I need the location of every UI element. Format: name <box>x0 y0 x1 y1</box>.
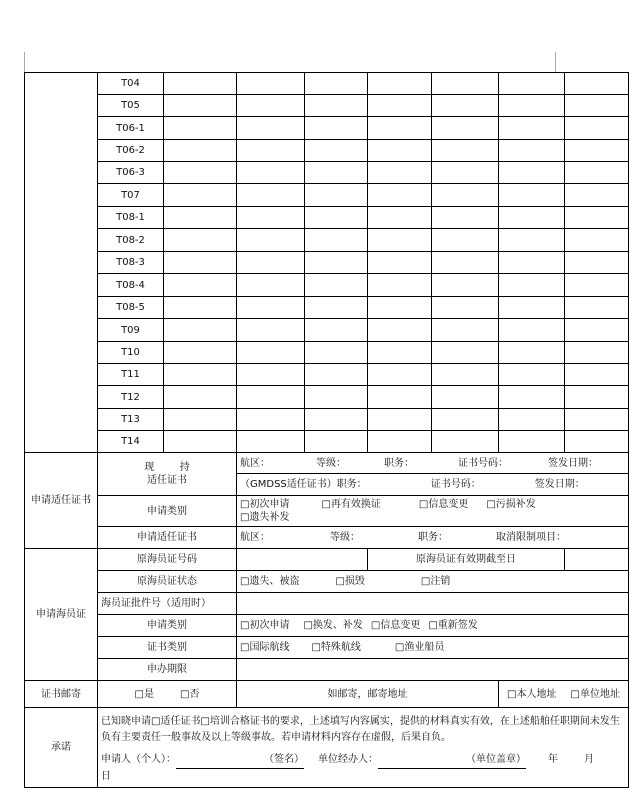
checkbox-mail-yes[interactable]: □是 <box>134 688 154 700</box>
approval-no-label: 海员证批件号（适用时） <box>98 593 237 615</box>
orig-seaman-no-label: 原海员证号码 <box>98 549 237 571</box>
training-code: T06-2 <box>98 140 164 162</box>
apply-cert-category-label: 申请类别 <box>98 496 237 527</box>
training-cell[interactable] <box>432 162 499 184</box>
training-cell[interactable] <box>499 431 565 453</box>
training-cell[interactable] <box>368 184 432 207</box>
training-cell[interactable] <box>499 162 565 184</box>
applied-remove-restriction-label: 取消限制项目： <box>496 532 566 543</box>
training-row <box>25 229 629 252</box>
training-cell[interactable] <box>237 342 305 364</box>
seaman-status-row <box>25 571 629 593</box>
held-cert-label-line1: 现 持 <box>144 462 190 473</box>
training-cell[interactable] <box>565 95 629 117</box>
handler-sign-hint: （单位盖章） <box>466 752 526 769</box>
applied-grade-label: 等级： <box>330 532 360 543</box>
training-cell[interactable] <box>368 297 432 319</box>
held-cert-label-line2: 适任证书 <box>147 475 187 486</box>
held-grade-label: 等级： <box>316 457 346 469</box>
training-cell[interactable] <box>432 319 499 342</box>
training-cell[interactable] <box>368 409 432 431</box>
held-cert-fields-2[interactable] <box>237 474 629 496</box>
training-cell[interactable] <box>164 95 237 117</box>
training-code: T04 <box>98 73 164 95</box>
training-cell[interactable] <box>164 252 237 274</box>
training-row <box>25 342 629 364</box>
training-cell[interactable] <box>305 274 368 297</box>
promise-label: 承诺 <box>25 708 98 788</box>
applied-cert-label: 申请适任证书 <box>98 527 237 549</box>
date-year: 年 <box>548 754 558 765</box>
checkbox-seaman-renew[interactable]: □换发、补发 <box>303 620 363 631</box>
training-cell[interactable] <box>237 184 305 207</box>
training-cell[interactable] <box>499 274 565 297</box>
training-code: T08-3 <box>98 252 164 274</box>
training-cell[interactable] <box>432 274 499 297</box>
training-cell[interactable] <box>565 184 629 207</box>
training-cell[interactable] <box>237 140 305 162</box>
training-cell[interactable] <box>305 229 368 252</box>
training-row <box>25 409 629 431</box>
training-row <box>25 319 629 342</box>
seaman-period-label: 申办期限 <box>98 659 237 681</box>
training-cell[interactable] <box>164 229 237 252</box>
training-cell[interactable] <box>237 297 305 319</box>
training-cell[interactable] <box>368 386 432 409</box>
training-cell[interactable] <box>368 140 432 162</box>
training-cell[interactable] <box>237 73 305 95</box>
training-cell[interactable] <box>305 252 368 274</box>
training-cell[interactable] <box>565 162 629 184</box>
promise-content <box>98 708 629 788</box>
training-code: T06-1 <box>98 117 164 140</box>
training-cell[interactable] <box>164 274 237 297</box>
training-cell[interactable] <box>432 431 499 453</box>
held-area-label: 航区： <box>240 457 270 469</box>
training-cell[interactable] <box>499 207 565 229</box>
training-code: T08-4 <box>98 274 164 297</box>
training-cell[interactable] <box>237 117 305 140</box>
orig-seaman-valid-label: 原海员证有效期截至日 <box>368 549 565 571</box>
training-cell[interactable] <box>368 274 432 297</box>
training-cell[interactable] <box>432 342 499 364</box>
training-cell[interactable] <box>368 117 432 140</box>
apply-cert-category-options <box>237 496 629 527</box>
orig-seaman-valid-value[interactable] <box>565 549 629 571</box>
apply-cert-section-label: 申请适任证书 <box>25 453 98 549</box>
training-cell[interactable] <box>368 319 432 342</box>
held-certno-label: 证书号码： <box>458 457 508 469</box>
orig-seaman-status-label: 原海员证状态 <box>98 571 237 593</box>
training-row <box>25 184 629 207</box>
training-cell[interactable] <box>499 95 565 117</box>
checkbox-damaged-reissue[interactable]: □污损补发 <box>486 499 536 510</box>
seaman-period-row <box>25 659 629 681</box>
training-cell[interactable] <box>499 297 565 319</box>
training-cell[interactable] <box>565 73 629 95</box>
training-code: T14 <box>98 431 164 453</box>
gmdss-certno-label: 证书号码： <box>430 479 481 490</box>
promise-signature-line <box>101 752 625 769</box>
training-row <box>25 364 629 386</box>
date-day: 日 <box>101 771 111 782</box>
training-cell[interactable] <box>305 297 368 319</box>
training-cell[interactable] <box>565 319 629 342</box>
seaman-approval-row <box>25 593 629 615</box>
training-code: T12 <box>98 386 164 409</box>
training-cell[interactable] <box>368 95 432 117</box>
training-code: T08-2 <box>98 229 164 252</box>
training-row <box>25 297 629 319</box>
training-cell[interactable] <box>432 297 499 319</box>
checkbox-mail-no[interactable]: □否 <box>180 688 200 700</box>
training-cell[interactable] <box>368 342 432 364</box>
training-row <box>25 162 629 184</box>
held-cert-fields-1[interactable] <box>237 453 629 474</box>
training-cell[interactable] <box>164 297 237 319</box>
training-cell[interactable] <box>432 252 499 274</box>
training-cell[interactable] <box>368 162 432 184</box>
training-cell[interactable] <box>499 140 565 162</box>
training-code: T07 <box>98 184 164 207</box>
training-cell[interactable] <box>565 386 629 409</box>
training-cell[interactable] <box>499 409 565 431</box>
training-cell[interactable] <box>432 364 499 386</box>
applied-area-label: 航区： <box>240 532 270 543</box>
training-code: T08-5 <box>98 297 164 319</box>
training-row <box>25 431 629 453</box>
checkbox-seaman-reissue[interactable]: □重新签发 <box>428 620 478 631</box>
handler-sign-field[interactable] <box>378 752 466 769</box>
training-cell[interactable] <box>499 184 565 207</box>
handler-label: 单位经办人： <box>318 754 378 765</box>
training-cell[interactable] <box>164 364 237 386</box>
checkbox-fishing-crew[interactable]: □渔业船员 <box>394 642 445 653</box>
seaman-category-options <box>237 615 629 637</box>
training-cell[interactable] <box>164 140 237 162</box>
training-cell[interactable] <box>565 229 629 252</box>
seaman-cert-type-label: 证书类别 <box>98 637 237 659</box>
training-cell[interactable] <box>499 364 565 386</box>
training-row <box>25 140 629 162</box>
training-cell[interactable] <box>565 207 629 229</box>
training-code: T11 <box>98 364 164 386</box>
seaman-type-row <box>25 637 629 659</box>
approval-no-value[interactable] <box>237 593 629 615</box>
checkbox-seaman-initial[interactable]: □初次申请 <box>240 620 290 631</box>
training-cell[interactable] <box>565 431 629 453</box>
training-cell[interactable] <box>305 409 368 431</box>
training-cell[interactable] <box>368 229 432 252</box>
training-cell[interactable] <box>237 207 305 229</box>
training-cell[interactable] <box>305 140 368 162</box>
application-form-table <box>24 72 629 788</box>
training-cell[interactable] <box>237 431 305 453</box>
training-code: T13 <box>98 409 164 431</box>
training-cell[interactable] <box>432 73 499 95</box>
training-cell[interactable] <box>305 431 368 453</box>
training-cell[interactable] <box>305 319 368 342</box>
seaman-category-row <box>25 615 629 637</box>
training-cell[interactable] <box>432 117 499 140</box>
training-cell[interactable] <box>164 386 237 409</box>
training-row <box>25 274 629 297</box>
date-month: 月 <box>584 754 594 765</box>
mailing-address-options <box>499 681 629 708</box>
training-cell[interactable] <box>565 297 629 319</box>
training-cell[interactable] <box>305 95 368 117</box>
training-row <box>25 95 629 117</box>
seaman-orig-row <box>25 549 629 571</box>
mailing-address-label: 如邮寄，邮寄地址 <box>237 681 499 708</box>
training-cell[interactable] <box>237 274 305 297</box>
training-row <box>25 252 629 274</box>
training-code: T10 <box>98 342 164 364</box>
promise-row <box>25 708 629 788</box>
checkbox-lost-reissue[interactable]: □遗失补发 <box>240 512 290 523</box>
training-cell[interactable] <box>368 207 432 229</box>
applicant-label: 申请人（个人）： <box>101 754 176 765</box>
training-cell[interactable] <box>237 252 305 274</box>
checkbox-unit-address[interactable]: □单位地址 <box>570 688 620 700</box>
gmdss-issue-date-label: 签发日期： <box>534 479 585 490</box>
training-cell[interactable] <box>164 207 237 229</box>
training-cell[interactable] <box>237 319 305 342</box>
training-cell[interactable] <box>565 117 629 140</box>
checkbox-lost-stolen[interactable]: □遗失、被盗 <box>240 576 300 587</box>
seaman-cert-type-options <box>237 637 629 659</box>
training-cell[interactable] <box>499 319 565 342</box>
training-cell[interactable] <box>432 184 499 207</box>
training-code: T06-3 <box>98 162 164 184</box>
orig-seaman-status-options <box>237 571 629 593</box>
training-cell[interactable] <box>565 274 629 297</box>
held-issue-date-label: 签发日期： <box>548 457 598 469</box>
apply-cert-category-row <box>25 496 629 527</box>
orig-seaman-no-value[interactable] <box>237 549 368 571</box>
training-cell[interactable] <box>305 342 368 364</box>
training-cell[interactable] <box>432 229 499 252</box>
training-cell[interactable] <box>368 73 432 95</box>
training-cell[interactable] <box>305 364 368 386</box>
training-cell[interactable] <box>164 409 237 431</box>
seaman-category-label: 申请类别 <box>98 615 237 637</box>
training-cell[interactable] <box>164 162 237 184</box>
training-cell[interactable] <box>164 342 237 364</box>
training-cell[interactable] <box>237 162 305 184</box>
checkbox-initial-apply[interactable]: □初次申请 <box>240 499 290 510</box>
training-code: T05 <box>98 95 164 117</box>
mailing-label: 证书邮寄 <box>25 681 98 708</box>
training-cell[interactable] <box>499 117 565 140</box>
held-cert-label <box>98 453 237 496</box>
training-cell[interactable] <box>305 184 368 207</box>
applicant-sign-field[interactable] <box>176 752 264 769</box>
training-cell[interactable] <box>368 431 432 453</box>
training-cell[interactable] <box>432 409 499 431</box>
training-cell[interactable] <box>237 364 305 386</box>
held-duty-label: 职务： <box>384 457 414 469</box>
training-section-blank <box>25 73 98 453</box>
training-cell[interactable] <box>164 319 237 342</box>
training-cell[interactable] <box>499 229 565 252</box>
checkbox-damaged[interactable]: □损毁 <box>335 576 365 587</box>
checkbox-personal-address[interactable]: □本人地址 <box>507 688 557 700</box>
promise-text: 已知晓申请□适任证书□培训合格证书的要求，上述填写内容属实，提供的材料真实有效，在上述船舶任职期间未发生负有主要责任一般事故及以上等级事故。若申请材料内容存在虚假，后果自负。 <box>101 716 620 743</box>
applied-duty-label: 职务： <box>418 532 448 543</box>
training-cell[interactable] <box>237 409 305 431</box>
training-cell[interactable] <box>164 73 237 95</box>
checkbox-special-route[interactable]: □特殊航线 <box>311 642 361 653</box>
training-cell[interactable] <box>237 386 305 409</box>
training-cell[interactable] <box>565 252 629 274</box>
applied-cert-row <box>25 527 629 549</box>
checkbox-cancelled[interactable]: □注销 <box>420 576 451 587</box>
applicant-sign-hint: （签名） <box>264 752 304 769</box>
training-cell[interactable] <box>305 207 368 229</box>
training-code: T09 <box>98 319 164 342</box>
mailing-row <box>25 681 629 708</box>
training-row <box>25 117 629 140</box>
training-cell[interactable] <box>499 386 565 409</box>
training-cell[interactable] <box>164 117 237 140</box>
training-cell[interactable] <box>305 117 368 140</box>
applied-cert-fields[interactable] <box>237 527 629 549</box>
checkbox-info-change[interactable]: □信息变更 <box>418 499 469 510</box>
checkbox-seaman-info-change[interactable]: □信息变更 <box>370 620 421 631</box>
form-body <box>25 73 629 788</box>
training-row <box>25 386 629 409</box>
training-cell[interactable] <box>305 386 368 409</box>
training-cell[interactable] <box>499 73 565 95</box>
training-row <box>25 207 629 229</box>
gmdss-duty-label: （GMDSS适任证书）职务： <box>240 479 367 490</box>
checkbox-international[interactable]: □国际航线 <box>240 642 290 653</box>
training-cell[interactable] <box>305 73 368 95</box>
training-code: T08-1 <box>98 207 164 229</box>
training-cell[interactable] <box>565 409 629 431</box>
training-cell[interactable] <box>237 229 305 252</box>
training-cell[interactable] <box>237 95 305 117</box>
training-cell[interactable] <box>164 184 237 207</box>
training-cell[interactable] <box>164 431 237 453</box>
training-cell[interactable] <box>432 386 499 409</box>
training-cell[interactable] <box>565 140 629 162</box>
training-cell[interactable] <box>305 162 368 184</box>
training-cell[interactable] <box>499 342 565 364</box>
training-cell[interactable] <box>432 140 499 162</box>
seaman-section-label: 申请海员证 <box>25 549 98 681</box>
training-row <box>25 73 629 95</box>
training-cell[interactable] <box>565 364 629 386</box>
training-cell[interactable] <box>565 342 629 364</box>
training-cell[interactable] <box>368 364 432 386</box>
seaman-period-value[interactable] <box>237 659 629 681</box>
checkbox-revalidate[interactable]: □再有效换证 <box>321 499 381 510</box>
training-cell[interactable] <box>432 95 499 117</box>
header-margin-lines <box>24 52 624 72</box>
mailing-choice <box>98 681 237 708</box>
training-cell[interactable] <box>499 252 565 274</box>
apply-cert-held-row-1 <box>25 453 629 474</box>
training-cell[interactable] <box>368 252 432 274</box>
training-cell[interactable] <box>432 207 499 229</box>
